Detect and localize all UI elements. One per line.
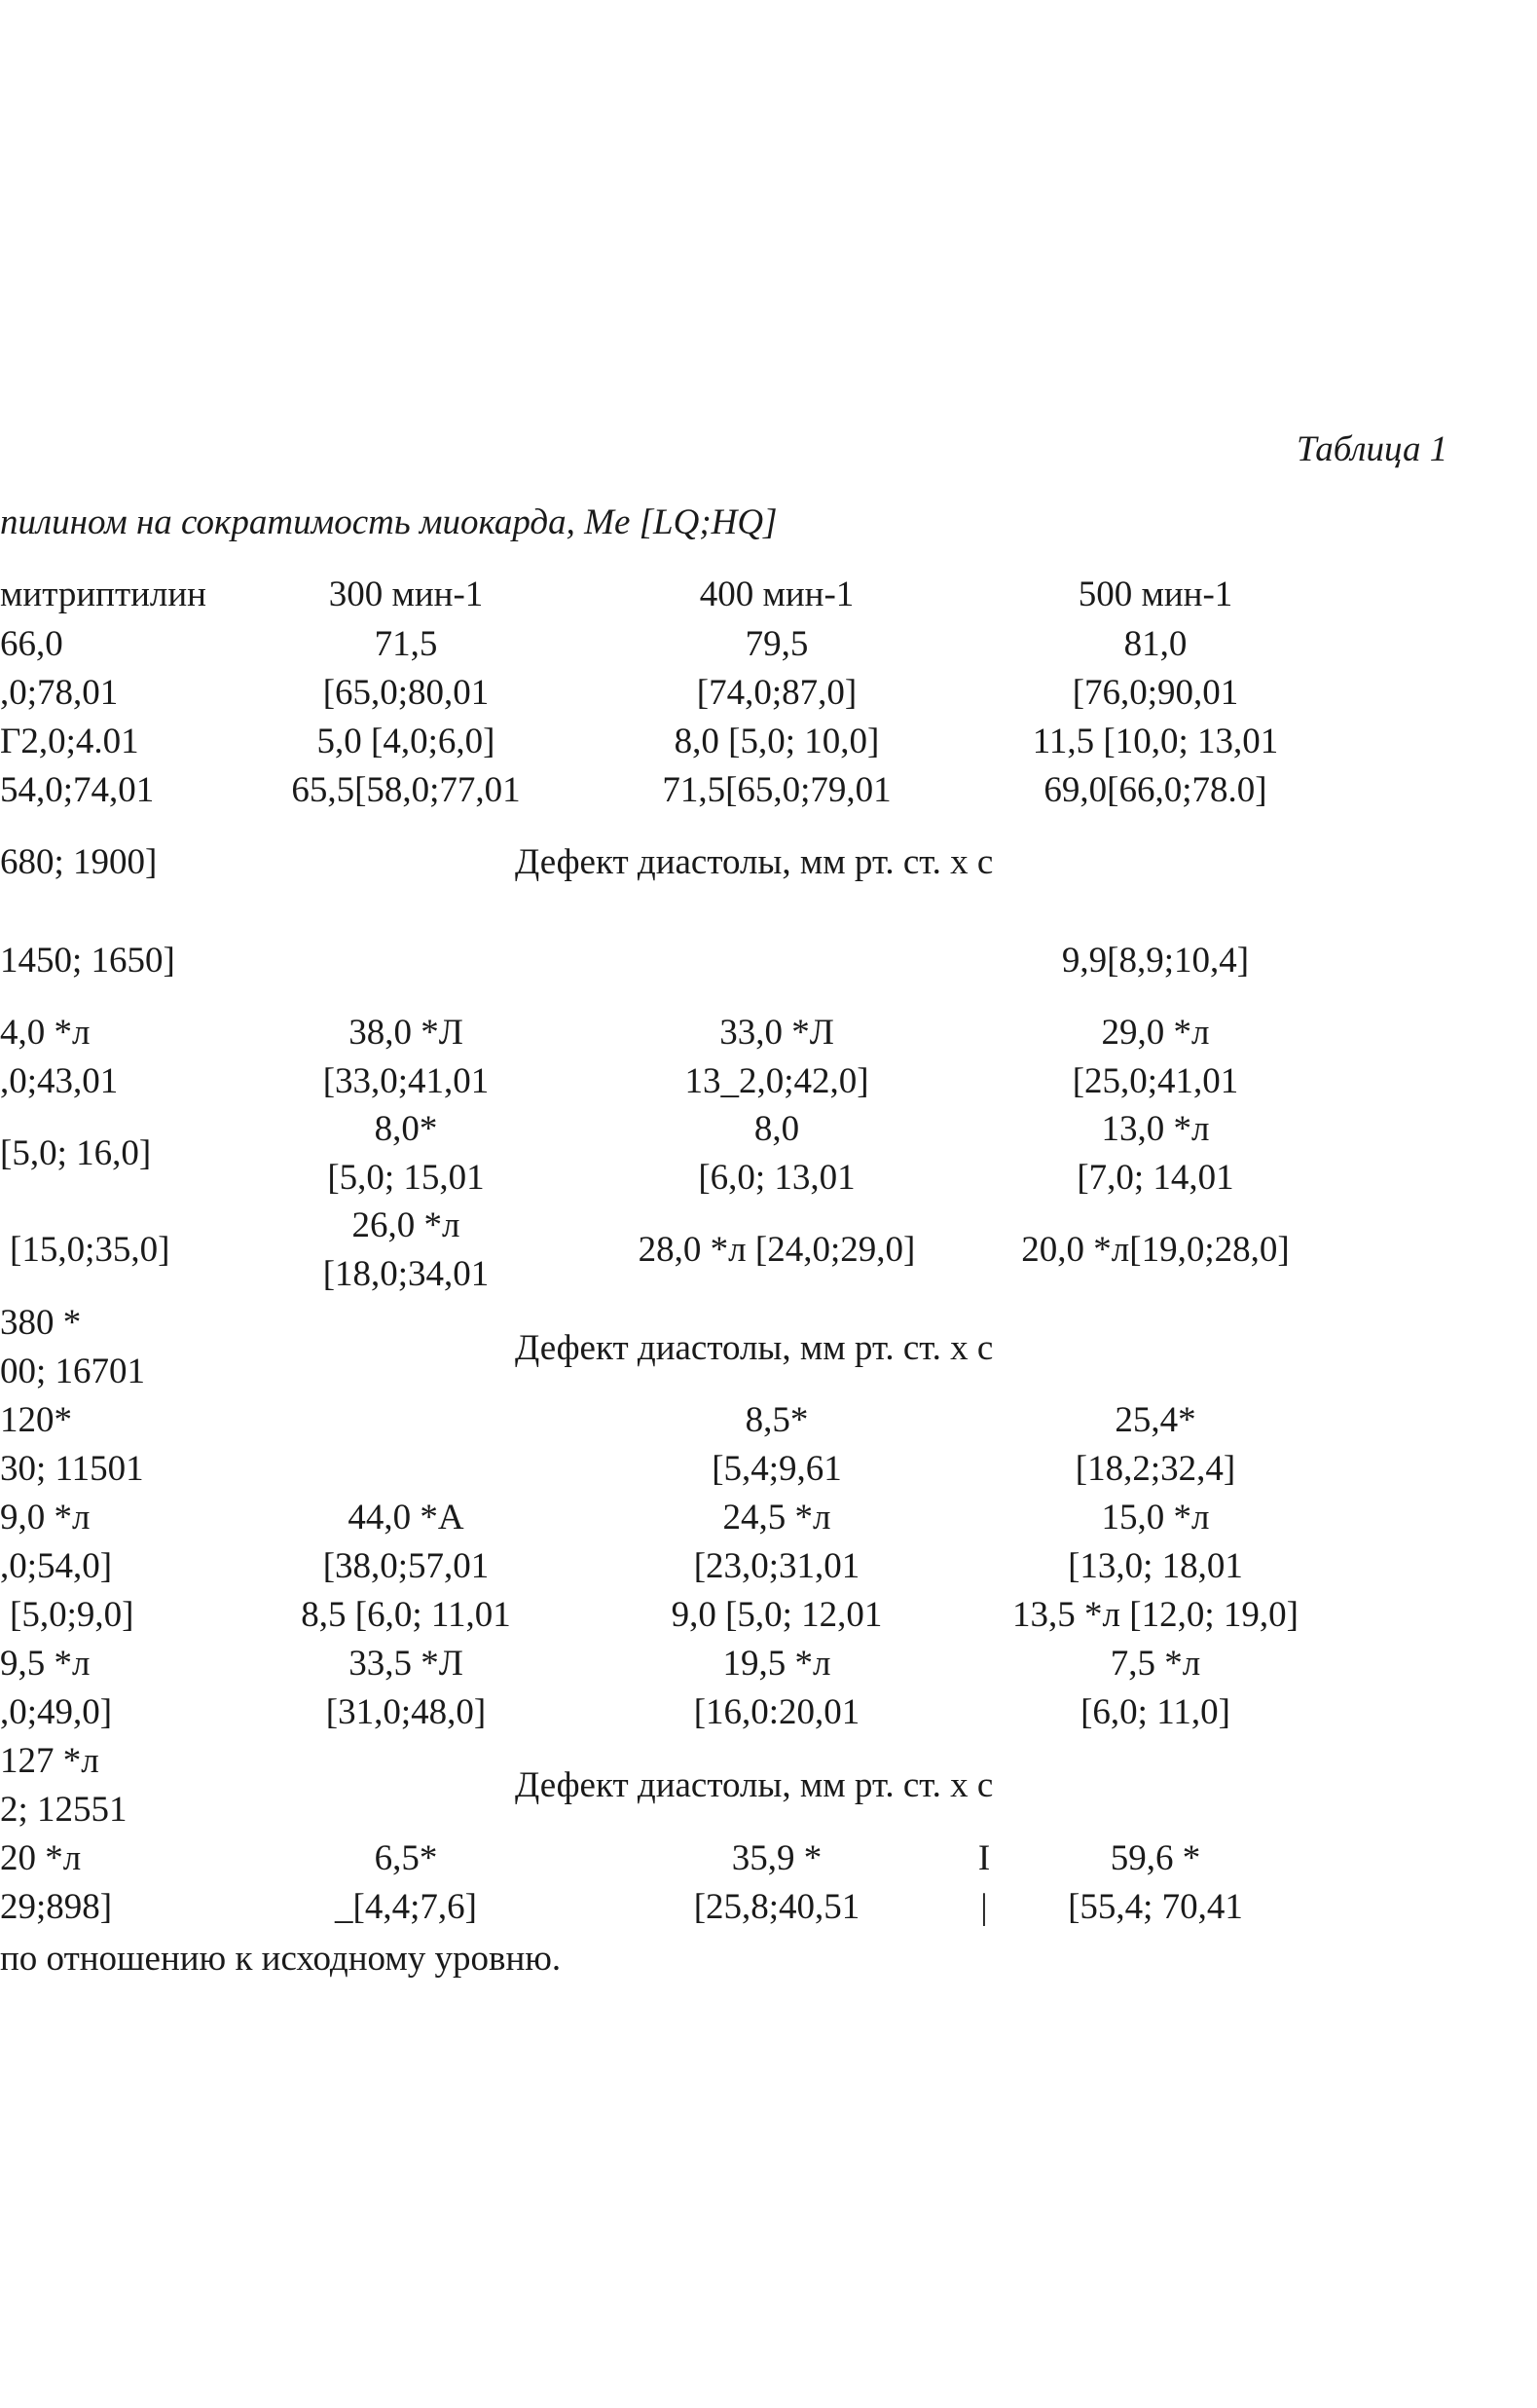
table-cell: [31,0;48,0] xyxy=(325,1692,487,1732)
table-cell: 380 * xyxy=(0,1303,82,1343)
footnote: по отношению к исходному уровню. xyxy=(0,1939,562,1979)
table-cell: [23,0;31,01 xyxy=(693,1546,860,1586)
header-col0: митриптилин xyxy=(0,574,206,614)
table-cell: 59,6 * xyxy=(1110,1838,1201,1878)
table-cell: 28,0 *л [24,0;29,0] xyxy=(638,1230,916,1270)
table-cell-mark: I xyxy=(977,1838,991,1878)
table-cell: [5,0; 15,01 xyxy=(327,1158,485,1198)
table-cell: [5,0; 16,0] xyxy=(0,1133,152,1173)
table-cell: 127 *л xyxy=(0,1741,99,1781)
table-cell-mark: | xyxy=(980,1887,988,1927)
table-cell: 9,0 *л xyxy=(0,1498,91,1537)
table-cell: [13,0; 18,01 xyxy=(1068,1546,1243,1586)
table-cell: 00; 16701 xyxy=(0,1352,146,1391)
table-cell: 8,0 [5,0; 10,0] xyxy=(674,722,880,761)
table-cell: [33,0;41,01 xyxy=(322,1061,490,1101)
table-cell: [55,4; 70,41 xyxy=(1068,1887,1243,1927)
table-cell: 680; 1900] xyxy=(0,842,158,882)
table-cell: ,0;43,01 xyxy=(0,1061,119,1101)
table-cell: 79,5 xyxy=(745,624,809,664)
table-cell: 8,5* xyxy=(745,1400,809,1440)
table-cell: 9,0 [5,0; 12,01 xyxy=(671,1595,883,1635)
table-cell: 25,4* xyxy=(1115,1400,1196,1440)
table-cell: 2; 12551 xyxy=(0,1790,128,1830)
table-cell: 13,5 *л [12,0; 19,0] xyxy=(1012,1595,1299,1635)
table-cell: [74,0;87,0] xyxy=(696,673,858,713)
table-cell: [25,8;40,51 xyxy=(693,1887,860,1927)
header-col3: 500 мин-1 xyxy=(1078,574,1233,614)
table-cell: 35,9 * xyxy=(731,1838,823,1878)
table-caption: пилином на сократимость миокарда, Me [LQ;HQ] xyxy=(0,502,778,542)
table-cell: 8,5 [6,0; 11,01 xyxy=(301,1595,511,1635)
table-cell: 71,5 xyxy=(374,624,438,664)
table-cell: 9,5 *л xyxy=(0,1644,91,1684)
table-cell: 44,0 *А xyxy=(348,1498,464,1537)
table-cell: [5,0;9,0] xyxy=(10,1595,134,1635)
table-cell: 8,0 xyxy=(753,1109,800,1149)
table-cell: 4,0 *л xyxy=(0,1013,91,1053)
table-cell: [18,0;34,01 xyxy=(322,1254,490,1294)
table-cell: [18,2;32,4] xyxy=(1075,1449,1236,1489)
defect-heading: Дефект диастолы, мм рт. ст. х с xyxy=(515,1765,994,1805)
table-cell: [65,0;80,01 xyxy=(322,673,490,713)
table-cell: 120* xyxy=(0,1400,72,1440)
table-cell: [7,0; 14,01 xyxy=(1077,1158,1234,1198)
table-cell: _[4,4;7,6] xyxy=(335,1887,477,1927)
table-cell: 1450; 1650] xyxy=(0,941,175,981)
table-cell: 26,0 *л xyxy=(351,1205,460,1245)
table-cell: 69,0[66,0;78.0] xyxy=(1043,770,1267,810)
table-cell: [15,0;35,0] xyxy=(10,1230,170,1270)
table-cell: ,0;54,0] xyxy=(0,1546,113,1586)
table-cell: 15,0 *л xyxy=(1101,1498,1210,1537)
table-cell: ,0;49,0] xyxy=(0,1692,113,1732)
table-cell: 19,5 *л xyxy=(722,1644,831,1684)
header-col2: 400 мин-1 xyxy=(699,574,855,614)
table-cell: 65,5[58,0;77,01 xyxy=(291,770,521,810)
table-cell: 6,5* xyxy=(374,1838,438,1878)
table-cell: 20,0 *л[19,0;28,0] xyxy=(1021,1230,1290,1270)
table-cell: [6,0; 11,0] xyxy=(1080,1692,1230,1732)
table-cell: 30; 11501 xyxy=(0,1449,144,1489)
table-cell: 38,0 *Л xyxy=(348,1013,463,1053)
table-cell: 66,0 xyxy=(0,624,63,664)
table-cell: 9,9[8,9;10,4] xyxy=(1061,941,1250,981)
table-cell: 13_2,0;42,0] xyxy=(684,1061,869,1101)
defect-heading: Дефект диастолы, мм рт. ст. х с xyxy=(515,842,994,882)
table-cell: [25,0;41,01 xyxy=(1072,1061,1239,1101)
table-cell: [16,0:20,01 xyxy=(693,1692,860,1732)
table-cell: 11,5 [10,0; 13,01 xyxy=(1032,722,1279,761)
table-cell: 71,5[65,0;79,01 xyxy=(662,770,892,810)
table-cell: 5,0 [4,0;6,0] xyxy=(316,722,495,761)
table-cell: [6,0; 13,01 xyxy=(698,1158,856,1198)
table-cell: 20 *л xyxy=(0,1838,82,1878)
table-cell: [5,4;9,61 xyxy=(712,1449,842,1489)
table-cell: ,0;78,01 xyxy=(0,673,119,713)
table-cell: 54,0;74,01 xyxy=(0,770,155,810)
table-cell: 7,5 *л xyxy=(1110,1644,1201,1684)
table-cell: 29;898] xyxy=(0,1887,113,1927)
table-cell: 13,0 *л xyxy=(1101,1109,1210,1149)
table-cell: 29,0 *л xyxy=(1101,1013,1210,1053)
defect-heading: Дефект диастолы, мм рт. ст. х с xyxy=(515,1328,994,1368)
table-cell: 33,0 *Л xyxy=(719,1013,834,1053)
table-cell: 8,0* xyxy=(374,1109,438,1149)
table-cell: Г2,0;4.01 xyxy=(0,722,139,761)
table-cell: [76,0;90,01 xyxy=(1072,673,1239,713)
table-cell: 24,5 *л xyxy=(722,1498,831,1537)
table-cell: 33,5 *Л xyxy=(348,1644,463,1684)
header-col1: 300 мин-1 xyxy=(328,574,484,614)
table-label: Таблица 1 xyxy=(1297,429,1448,469)
table-cell: [38,0;57,01 xyxy=(322,1546,490,1586)
table-cell: 81,0 xyxy=(1123,624,1188,664)
